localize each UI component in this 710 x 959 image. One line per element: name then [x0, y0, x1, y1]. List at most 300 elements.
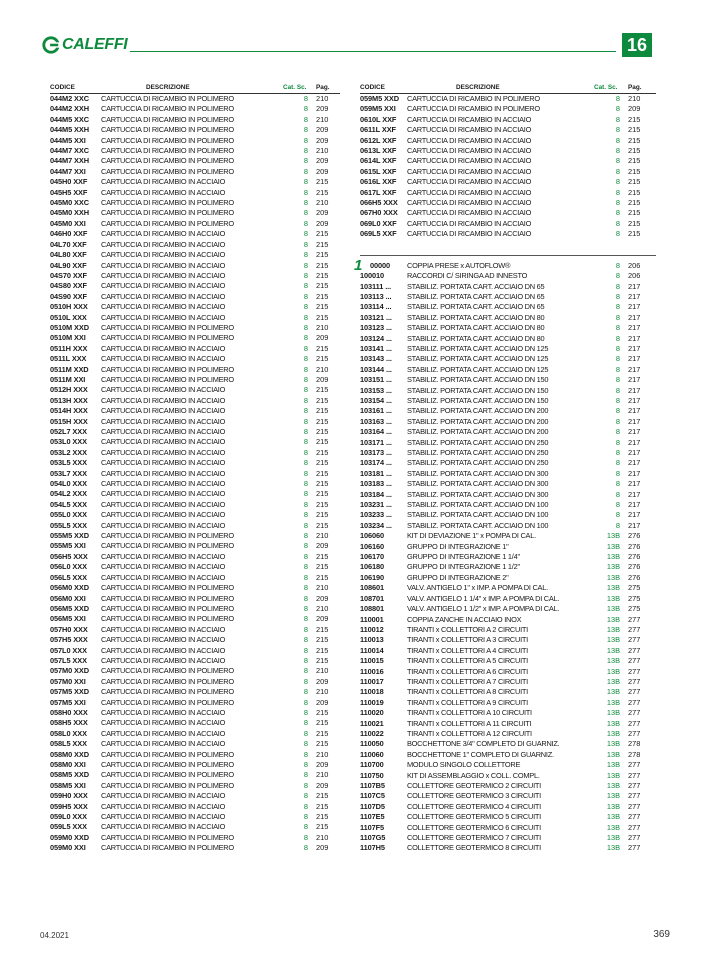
table-row: [360, 562, 656, 572]
table-row: [360, 843, 656, 853]
item-code: 0512H XXX: [50, 385, 88, 395]
table-row: [360, 802, 656, 812]
item-code: 103154 ...: [360, 395, 392, 405]
item-code: 055L5 XXX: [50, 520, 87, 530]
table-row: [50, 177, 340, 187]
table-row: [360, 146, 656, 156]
item-description: STABILIZ. PORTATA CART. ACCIAIO DN 300: [407, 489, 549, 499]
item-description: CARTUCCIA DI RICAMBIO IN POLIMERO: [101, 749, 234, 759]
item-page: 215: [316, 624, 329, 634]
table-row: [50, 198, 340, 208]
item-description: CARTUCCIA DI RICAMBIO IN ACCIAIO: [101, 281, 226, 291]
item-category: 8: [303, 676, 308, 686]
table-row: [360, 521, 656, 531]
item-code: 0510M XXD: [50, 322, 89, 332]
item-page: 215: [316, 343, 329, 353]
item-code: 058H5 XXX: [50, 718, 88, 728]
item-page: 215: [316, 479, 329, 489]
item-description: CARTUCCIA DI RICAMBIO IN POLIMERO: [101, 614, 234, 624]
item-category: 8: [615, 177, 620, 187]
item-code: 0510H XXX: [50, 302, 88, 312]
item-code: 103153 ...: [360, 385, 392, 395]
item-code: 052L7 XXX: [50, 427, 87, 436]
item-page: 215: [316, 291, 329, 301]
item-description: CARTUCCIA DI RICAMBIO IN ACCIAIO: [101, 187, 226, 197]
item-code: 103144 ...: [360, 364, 392, 374]
item-page: 215: [316, 499, 329, 509]
item-category: 8: [615, 406, 620, 416]
item-category: 8: [303, 406, 308, 416]
item-page: 215: [316, 270, 329, 280]
item-category: 8: [303, 780, 308, 790]
item-description: TIRANTI x COLLETTORI A 2 CIRCUITI: [407, 624, 528, 634]
item-category: 8: [615, 375, 620, 385]
item-code: 059M0 XXI: [50, 843, 86, 853]
item-page: 215: [316, 707, 329, 717]
table-row: [360, 625, 656, 635]
item-page: 209: [316, 374, 329, 384]
item-description: CARTUCCIA DI RICAMBIO IN POLIMERO: [101, 135, 234, 145]
logo-text: CALEFFI: [62, 36, 128, 53]
item-category: 8: [615, 354, 620, 364]
item-code: 059H0 XXX: [50, 791, 88, 801]
item-page: 277: [628, 833, 641, 843]
item-code: 0511L XXX: [50, 354, 87, 364]
item-page: 215: [316, 406, 329, 416]
item-category: 8: [303, 198, 308, 208]
item-description: TIRANTI x COLLETTORI A 7 CIRCUITI: [407, 676, 528, 686]
item-code: 069L0 XXF: [360, 218, 397, 228]
item-code: 106060: [360, 531, 385, 541]
item-category: 8: [303, 603, 308, 613]
table-row: [50, 625, 340, 635]
table-row: [50, 208, 340, 218]
item-description: CARTUCCIA DI RICAMBIO IN POLIMERO: [101, 166, 234, 176]
item-page: 210: [316, 583, 329, 593]
table-row: [50, 292, 340, 302]
item-category: 8: [615, 323, 620, 333]
item-category: 8: [303, 843, 308, 853]
table-row: [50, 583, 340, 593]
item-category: 8: [615, 114, 620, 124]
item-code: 04S70 XXF: [50, 270, 87, 280]
item-code: 057M0 XXD: [50, 666, 89, 676]
item-category: 8: [303, 541, 308, 551]
table-row: [50, 448, 340, 458]
item-code: 058H0 XXX: [50, 707, 88, 717]
table-row: [50, 729, 340, 739]
table-row: [50, 469, 340, 479]
item-description: CARTUCCIA DI RICAMBIO IN POLIMERO: [101, 770, 234, 780]
item-category: 8: [303, 687, 308, 697]
item-category: 13B: [606, 531, 620, 541]
table-row: [50, 323, 340, 333]
item-category: 8: [303, 229, 308, 239]
item-description: CARTUCCIA DI RICAMBIO IN ACCIAIO: [407, 218, 532, 228]
item-description: CARTUCCIA DI RICAMBIO IN POLIMERO: [101, 531, 234, 541]
item-page: 217: [628, 479, 641, 489]
item-category: 8: [615, 385, 620, 395]
item-page: 275: [628, 593, 641, 603]
item-page: 217: [628, 520, 641, 530]
header-category: Cat. Sc.: [594, 84, 618, 91]
table-row: [50, 396, 340, 406]
item-page: 215: [316, 260, 329, 270]
item-category: 8: [303, 343, 308, 353]
item-page: 215: [628, 229, 641, 239]
item-code: 056M0 XXI: [50, 593, 86, 603]
item-category: 8: [303, 395, 308, 405]
item-code: 056L5 XXX: [50, 572, 87, 582]
item-category: 13B: [606, 583, 620, 593]
item-page: 277: [628, 676, 641, 686]
item-category: 8: [303, 374, 308, 384]
header-page: Pag.: [628, 84, 642, 91]
item-description: CARTUCCIA DI RICAMBIO IN ACCIAIO: [101, 822, 226, 832]
table-row: [360, 282, 656, 292]
table-row: [50, 604, 340, 614]
item-code: 045H5 XXF: [50, 187, 88, 197]
item-category: 13B: [606, 718, 620, 728]
item-category: 8: [303, 208, 308, 218]
item-category: 8: [615, 427, 620, 437]
item-category: 8: [303, 146, 308, 156]
table-row: [360, 104, 656, 114]
item-category: 13B: [606, 624, 620, 634]
item-description: CARTUCCIA DI RICAMBIO IN ACCIAIO: [101, 707, 226, 717]
item-description: RACCORDI C/ SIRINGA AD INNESTO: [407, 271, 528, 281]
item-description: CARTUCCIA DI RICAMBIO IN ACCIAIO: [101, 302, 226, 312]
table-row: [50, 708, 340, 718]
item-description: CARTUCCIA DI RICAMBIO IN ACCIAIO: [407, 114, 532, 124]
item-description: CARTUCCIA DI RICAMBIO IN ACCIAIO: [101, 645, 226, 655]
table-row: [50, 573, 340, 583]
item-code: 110021: [360, 718, 384, 728]
table-row: [360, 510, 656, 520]
item-description: TIRANTI x COLLETTORI A 11 CIRCUITI: [407, 718, 532, 728]
item-description: CARTUCCIA DI RICAMBIO IN POLIMERO: [101, 94, 234, 103]
item-description: STABILIZ. PORTATA CART. ACCIAIO DN 250: [407, 448, 549, 457]
item-code: 103124 ...: [360, 333, 392, 343]
item-page: 215: [628, 146, 641, 156]
item-code: 1107D5: [360, 801, 385, 811]
item-code: 103123 ...: [360, 323, 392, 333]
item-code: 103143 ...: [360, 354, 392, 364]
table-row: [360, 344, 656, 354]
table-row: [360, 656, 656, 666]
item-description: TIRANTI x COLLETTORI A 5 CIRCUITI: [407, 656, 528, 666]
item-page: 215: [316, 801, 329, 811]
item-description: STABILIZ. PORTATA CART. ACCIAIO DN 300: [407, 479, 549, 489]
item-description: CARTUCCIA DI RICAMBIO IN POLIMERO: [101, 218, 234, 228]
item-description: CARTUCCIA DI RICAMBIO IN POLIMERO: [101, 760, 234, 769]
item-code: 0616L XXF: [360, 177, 397, 187]
item-code: 0514H XXX: [50, 406, 88, 416]
item-code: 110700: [360, 760, 384, 770]
item-description: COPPIA ZANCHE IN ACCIAIO INOX: [407, 614, 522, 624]
item-page: 215: [628, 177, 641, 187]
header-category: Cat. Sc.: [283, 84, 307, 91]
item-category: 13B: [606, 666, 620, 676]
item-code: 053L0 XXX: [50, 437, 87, 447]
item-page: 217: [628, 416, 641, 426]
table-row: [360, 552, 656, 562]
table-row: [360, 490, 656, 500]
item-description: CARTUCCIA DI RICAMBIO IN ACCIAIO: [101, 395, 226, 405]
item-category: 13B: [606, 822, 620, 832]
item-description: CARTUCCIA DI RICAMBIO IN ACCIAIO: [407, 146, 532, 156]
item-code: 103163 ...: [360, 416, 392, 426]
footer-page-number: 369: [653, 929, 670, 940]
item-category: 8: [303, 364, 308, 374]
item-code: 103111 ...: [360, 281, 392, 291]
item-category: 8: [303, 239, 308, 249]
item-code: 059M0 XXD: [50, 832, 89, 842]
item-description: STABILIZ. PORTATA CART. ACCIAIO DN 100: [407, 500, 549, 510]
item-category: 8: [615, 416, 620, 426]
item-code: 103171 ...: [360, 437, 392, 447]
item-description: BOCCHETTONE 3/4" COMPLETO DI GUARNIZ.: [407, 739, 560, 749]
item-code: 103121 ...: [360, 312, 392, 322]
item-category: 8: [303, 499, 308, 509]
table-row: [50, 781, 340, 791]
table-row: [50, 843, 340, 853]
item-description: CARTUCCIA DI RICAMBIO IN POLIMERO: [101, 198, 234, 208]
item-page: 277: [628, 781, 641, 790]
item-page: 215: [316, 416, 329, 426]
item-category: 8: [615, 94, 620, 103]
item-category: 8: [303, 572, 308, 582]
table-row: [50, 385, 340, 395]
table-row: [360, 177, 656, 187]
item-code: 110012: [360, 624, 384, 634]
item-category: 13B: [606, 739, 620, 749]
right-column: [354, 82, 656, 854]
item-page: 209: [316, 593, 329, 603]
table-row: [360, 729, 656, 739]
table-row: [50, 136, 340, 146]
item-category: 8: [615, 312, 620, 322]
item-code: 0612L XXF: [360, 135, 397, 145]
header-description: DESCRIZIONE: [146, 84, 190, 91]
item-category: 13B: [606, 697, 620, 707]
item-code: 110014: [360, 645, 384, 655]
item-code: 103233 ...: [360, 510, 392, 520]
item-description: CARTUCCIA DI RICAMBIO IN POLIMERO: [101, 208, 234, 218]
item-description: STABILIZ. PORTATA CART. ACCIAIO DN 65: [407, 291, 545, 301]
item-category: 8: [303, 260, 308, 270]
item-description: CARTUCCIA DI RICAMBIO IN POLIMERO: [101, 687, 234, 697]
item-description: CARTUCCIA DI RICAMBIO IN ACCIAIO: [101, 655, 226, 665]
item-category: 13B: [606, 708, 620, 718]
item-category: 8: [615, 520, 620, 530]
item-description: STABILIZ. PORTATA CART. ACCIAIO DN 80: [407, 323, 545, 333]
item-page: 215: [316, 458, 329, 468]
item-page: 210: [316, 687, 329, 697]
item-category: 8: [303, 624, 308, 634]
item-category: 8: [303, 832, 308, 842]
table-row: [50, 594, 340, 604]
item-category: 8: [615, 198, 620, 208]
item-page: 215: [316, 437, 329, 447]
item-category: 8: [303, 322, 308, 332]
item-page: 210: [316, 749, 329, 759]
item-description: STABILIZ. PORTATA CART. ACCIAIO DN 200: [407, 406, 549, 416]
item-category: 8: [615, 104, 620, 114]
item-page: 217: [628, 427, 641, 437]
item-description: KIT DI DEVIAZIONE 1" x POMPA DI CAL.: [407, 531, 536, 541]
item-description: CARTUCCIA DI RICAMBIO IN ACCIAIO: [101, 177, 226, 187]
item-description: COLLETTORE GEOTERMICO 3 CIRCUITI: [407, 791, 541, 801]
item-code: 059M5 XXD: [360, 94, 399, 103]
table-row: [360, 781, 656, 791]
table-row: [360, 698, 656, 708]
item-description: TIRANTI x COLLETTORI A 9 CIRCUITI: [407, 697, 528, 707]
table-row: [360, 302, 656, 312]
item-code: 110018: [360, 687, 384, 697]
item-page: 215: [316, 427, 329, 436]
item-page: 215: [316, 395, 329, 405]
item-page: 217: [628, 375, 641, 385]
item-description: KIT DI ASSEMBLAGGIO x COLL. COMPL.: [407, 770, 540, 780]
item-description: CARTUCCIA DI RICAMBIO IN ACCIAIO: [101, 270, 226, 280]
item-category: 8: [303, 447, 308, 457]
item-description: STABILIZ. PORTATA CART. ACCIAIO DN 300: [407, 468, 549, 478]
item-description: CARTUCCIA DI RICAMBIO IN ACCIAIO: [101, 718, 226, 728]
table-row: [360, 219, 656, 229]
item-page: 217: [628, 323, 641, 333]
item-code: 053L5 XXX: [50, 458, 87, 468]
table-row: [50, 656, 340, 666]
table-row: [50, 739, 340, 749]
item-code: 110022: [360, 728, 384, 738]
item-page: 215: [316, 312, 329, 322]
item-page: 215: [316, 302, 329, 312]
item-category: 13B: [606, 781, 620, 790]
item-code: 106180: [360, 562, 385, 572]
item-description: CARTUCCIA DI RICAMBIO IN ACCIAIO: [101, 499, 226, 509]
item-page: 217: [628, 437, 641, 447]
item-page: 277: [628, 728, 641, 738]
table-row: [50, 261, 340, 271]
item-description: CARTUCCIA DI RICAMBIO IN ACCIAIO: [101, 624, 226, 634]
item-page: 277: [628, 760, 641, 770]
table-row: [360, 396, 656, 406]
item-page: 215: [316, 655, 329, 665]
item-code: 108801: [360, 604, 385, 614]
item-description: VALV. ANTIGELO 1" x IMP. A POMPA DI CAL.: [407, 583, 548, 593]
item-category: 8: [615, 229, 620, 239]
item-page: 217: [628, 343, 641, 353]
item-code: 110060: [360, 749, 384, 759]
table-row: [360, 94, 656, 104]
item-code: 058L5 XXX: [50, 739, 87, 749]
item-page: 209: [316, 166, 329, 176]
item-description: CARTUCCIA DI RICAMBIO IN ACCIAIO: [101, 416, 226, 426]
item-description: CARTUCCIA DI RICAMBIO IN ACCIAIO: [101, 229, 226, 239]
item-code: 057M5 XXD: [50, 687, 89, 697]
item-category: 8: [303, 760, 308, 769]
table-row: [360, 354, 656, 364]
table-row: [50, 240, 340, 250]
item-page: 215: [316, 718, 329, 728]
item-code: 1107C5: [360, 791, 385, 801]
table-row: [50, 791, 340, 801]
item-category: 8: [615, 489, 620, 499]
item-page: 277: [628, 822, 641, 832]
table-row: [360, 438, 656, 448]
table-row: [360, 458, 656, 468]
item-page: 278: [628, 749, 641, 759]
item-page: 276: [628, 562, 641, 572]
item-description: CARTUCCIA DI RICAMBIO IN POLIMERO: [101, 780, 234, 790]
item-page: 209: [316, 843, 329, 853]
item-page: 215: [316, 354, 329, 364]
item-page: 209: [316, 208, 329, 218]
item-category: 13B: [606, 656, 620, 666]
item-category: 8: [615, 125, 620, 135]
item-code: 110050: [360, 739, 384, 749]
item-description: STABILIZ. PORTATA CART. ACCIAIO DN 100: [407, 510, 549, 520]
header-page: Pag.: [316, 84, 330, 91]
item-page: 215: [316, 791, 329, 801]
item-code: 057M5 XXI: [50, 697, 86, 707]
section-badge: 16: [622, 33, 652, 57]
item-category: 8: [303, 135, 308, 145]
table-row: [360, 271, 656, 281]
item-category: 8: [303, 354, 308, 364]
item-description: VALV. ANTIGELO 1 1/4" x IMP. A POMPA DI CAL.: [407, 593, 560, 603]
table-row: [50, 354, 340, 364]
item-category: 8: [303, 489, 308, 499]
item-page: 215: [316, 572, 329, 582]
item-code: 058M0 XXD: [50, 749, 89, 759]
item-description: CARTUCCIA DI RICAMBIO IN ACCIAIO: [101, 385, 226, 395]
group-rule: [360, 255, 656, 256]
item-code: 0511H XXX: [50, 343, 88, 353]
item-description: CARTUCCIA DI RICAMBIO IN POLIMERO: [101, 583, 234, 593]
table-row: [360, 500, 656, 510]
item-category: 13B: [606, 593, 620, 603]
item-code: 106190: [360, 572, 385, 582]
item-description: BOCCHETTONE 1" COMPLETO DI GUARNIZ.: [407, 749, 554, 759]
item-code: 1107H5: [360, 843, 385, 853]
table-row: [360, 313, 656, 323]
table-row: [360, 469, 656, 479]
table-row: [50, 646, 340, 656]
item-code: 055M5 XXD: [50, 531, 89, 541]
item-description: CARTUCCIA DI RICAMBIO IN ACCIAIO: [101, 250, 226, 260]
item-category: 8: [303, 177, 308, 187]
item-description: CARTUCCIA DI RICAMBIO IN POLIMERO: [101, 832, 234, 842]
item-category: 13B: [606, 812, 620, 822]
item-page: 217: [628, 302, 641, 312]
item-category: 13B: [606, 728, 620, 738]
item-category: 8: [615, 218, 620, 228]
item-code: 0617L XXF: [360, 187, 397, 197]
item-code: 00000: [370, 260, 391, 270]
item-code: 044M7 XXC: [50, 146, 89, 156]
item-category: 8: [303, 291, 308, 301]
item-description: CARTUCCIA DI RICAMBIO IN ACCIAIO: [101, 437, 226, 447]
item-description: CARTUCCIA DI RICAMBIO IN POLIMERO: [407, 94, 540, 103]
item-description: CARTUCCIA DI RICAMBIO IN ACCIAIO: [407, 208, 532, 218]
item-page: 277: [628, 770, 641, 780]
item-category: 8: [303, 458, 308, 468]
item-category: 8: [303, 385, 308, 395]
item-page: 215: [316, 728, 329, 738]
item-page: 210: [316, 114, 329, 124]
